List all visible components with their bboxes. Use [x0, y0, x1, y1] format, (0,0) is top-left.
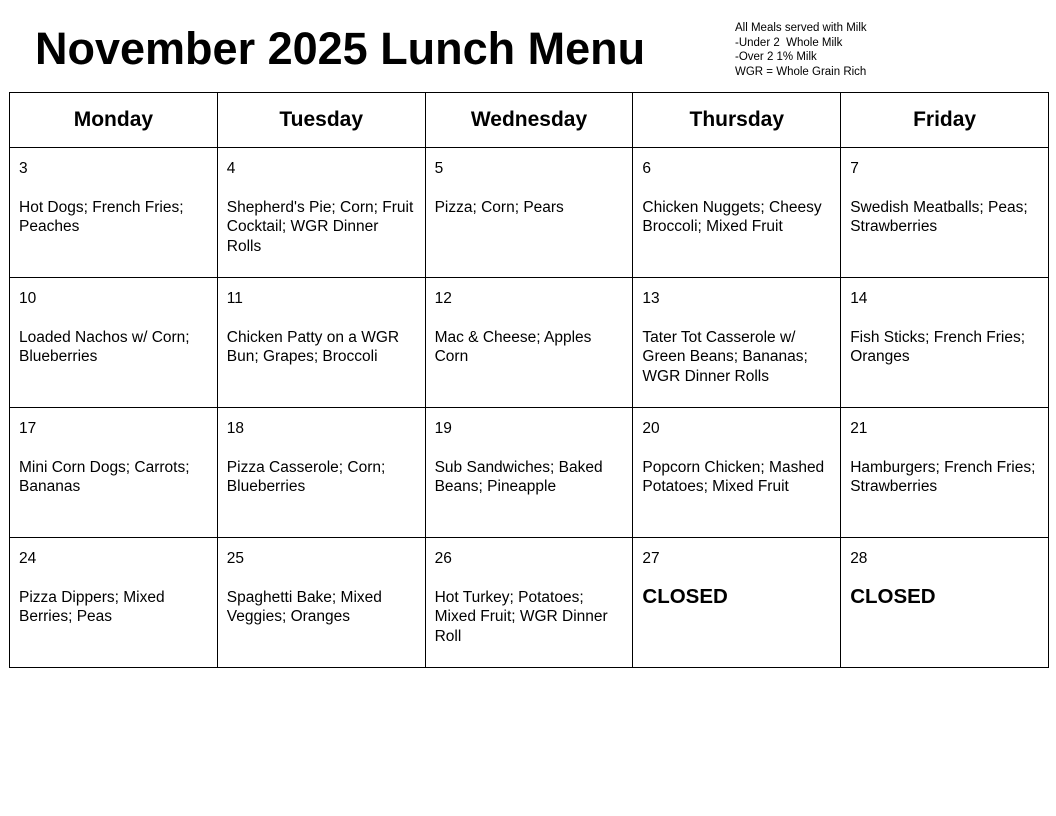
header-thursday: Thursday — [633, 93, 841, 148]
day-cell-content — [10, 278, 217, 367]
meal-description: Spaghetti Bake; Mixed Veggies; Oranges — [226, 588, 382, 625]
day-number: 18 — [226, 420, 245, 437]
meal-description: Swedish Meatballs; Peas; Strawberries — [850, 198, 1028, 235]
day-cell-content — [10, 148, 217, 237]
day-cell-content — [426, 148, 633, 217]
day-number: 6 — [642, 160, 652, 177]
day-number: 24 — [19, 550, 37, 567]
meal-description: Chicken Nuggets; Cheesy Broccoli; Mixed Fruit — [642, 198, 822, 235]
header-monday: Monday — [10, 93, 218, 148]
day-cell — [217, 538, 425, 668]
day-cell-content — [218, 408, 425, 497]
day-number: 11 — [226, 290, 243, 307]
day-cell — [10, 538, 218, 668]
day-cell — [10, 148, 218, 278]
weekday-header-row — [10, 93, 1049, 148]
day-cell-content — [10, 538, 217, 627]
meal-description: Hamburgers; French Fries; Strawberries — [850, 458, 1036, 495]
day-cell-content — [841, 538, 1048, 609]
meal-description: Chicken Patty on a WGR Bun; Grapes; Broccoli — [226, 328, 400, 365]
header-tuesday: Tuesday — [217, 93, 425, 148]
day-cell — [841, 148, 1049, 278]
closed-label: CLOSED — [642, 584, 728, 608]
day-number: 28 — [850, 550, 868, 567]
day-number: 21 — [850, 420, 868, 437]
lunch-menu-calendar — [9, 92, 1049, 668]
day-number: 20 — [642, 420, 660, 437]
header-friday: Friday — [841, 93, 1049, 148]
day-cell-content — [218, 538, 425, 627]
day-cell-content — [633, 148, 840, 237]
day-cell-content — [218, 148, 425, 256]
day-cell — [217, 278, 425, 408]
meal-description: Loaded Nachos w/ Corn; Blueberries — [19, 328, 190, 365]
day-cell-content — [426, 408, 633, 497]
week-row — [10, 538, 1049, 668]
day-cell — [217, 148, 425, 278]
meal-description: Pizza Dippers; Mixed Berries; Peas — [19, 588, 165, 625]
day-cell-content — [633, 278, 840, 386]
day-cell-content — [841, 148, 1048, 237]
day-cell — [633, 278, 841, 408]
milk-notes — [735, 21, 867, 79]
day-cell — [217, 408, 425, 538]
week-row — [10, 408, 1049, 538]
day-cell — [841, 278, 1049, 408]
day-cell-content — [841, 408, 1048, 497]
day-number: 14 — [850, 290, 868, 307]
day-number: 3 — [19, 160, 28, 177]
header-wednesday: Wednesday — [425, 93, 633, 148]
day-number: 5 — [434, 160, 444, 177]
day-cell — [425, 278, 633, 408]
day-cell — [633, 148, 841, 278]
week-row — [10, 148, 1049, 278]
meal-description: Hot Dogs; French Fries; Peaches — [19, 198, 184, 235]
day-cell — [633, 408, 841, 538]
day-number: 27 — [642, 550, 660, 567]
day-cell-content — [426, 538, 633, 646]
meal-description: Pizza; Corn; Pears — [434, 198, 564, 216]
day-number: 7 — [850, 160, 859, 177]
meal-description: Shepherd's Pie; Corn; Fruit Cocktail; WGR Dinner Rolls — [226, 198, 414, 255]
page-title: November 2025 Lunch Menu — [35, 23, 646, 74]
day-cell — [633, 538, 841, 668]
day-cell — [10, 278, 218, 408]
day-number: 26 — [434, 550, 452, 567]
day-number: 19 — [434, 420, 452, 437]
day-number: 10 — [19, 290, 37, 307]
day-cell-content — [426, 278, 633, 367]
day-cell-content — [218, 278, 425, 367]
day-cell-content — [10, 408, 217, 497]
meal-description: Pizza Casserole; Corn; Blueberries — [226, 458, 386, 495]
day-cell — [425, 408, 633, 538]
day-cell-content — [633, 538, 840, 609]
meal-description: Mini Corn Dogs; Carrots; Bananas — [19, 458, 190, 495]
meal-description: Mac & Cheese; Apples Corn — [434, 328, 592, 365]
week-row — [10, 278, 1049, 408]
meal-description: Sub Sandwiches; Baked Beans; Pineapple — [434, 458, 603, 495]
meal-description: Popcorn Chicken; Mashed Potatoes; Mixed Fruit — [642, 458, 825, 495]
day-number: 4 — [226, 160, 236, 177]
day-number: 12 — [434, 290, 452, 307]
day-cell — [425, 538, 633, 668]
day-cell — [425, 148, 633, 278]
day-number: 17 — [19, 420, 37, 437]
day-cell — [841, 538, 1049, 668]
day-cell — [841, 408, 1049, 538]
closed-label: CLOSED — [850, 584, 936, 608]
day-number: 13 — [642, 290, 660, 307]
note-line: WGR = Whole Grain Rich — [735, 65, 867, 78]
note-line: -Under 2 Whole Milk — [735, 36, 843, 49]
note-line: All Meals served with Milk — [735, 22, 867, 34]
day-cell — [10, 408, 218, 538]
note-line: -Over 2 1% Milk — [735, 51, 817, 63]
meal-description: Hot Turkey; Potatoes; Mixed Fruit; WGR Dinner Roll — [434, 588, 608, 645]
day-cell-content — [633, 408, 840, 497]
meal-description: Fish Sticks; French Fries; Oranges — [850, 328, 1026, 365]
meal-description: Tater Tot Casserole w/ Green Beans; Bananas; WGR Dinner Rolls — [642, 328, 808, 385]
day-cell-content — [841, 278, 1048, 367]
day-number: 25 — [226, 550, 245, 567]
